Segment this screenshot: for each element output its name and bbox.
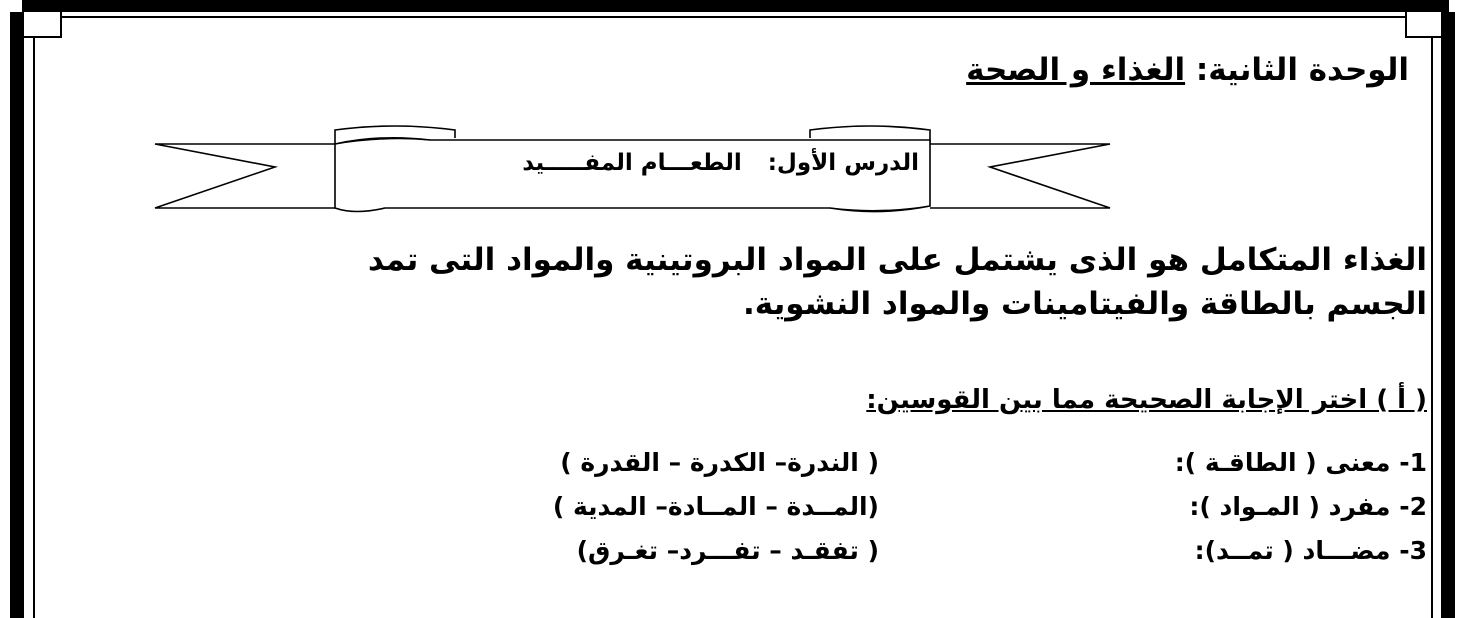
lesson-label: الدرس الأول: — [767, 150, 919, 176]
question-2-label: 2- مفرد ( المـواد ): — [1189, 492, 1427, 521]
exercise-heading: ( أ ) اختر الإجابة الصحيحة مما بين القوسين: — [866, 385, 1427, 415]
unit-title: الغذاء و الصحة — [966, 52, 1186, 88]
page-border-corner-right — [1405, 12, 1441, 38]
paragraph-line-1: الغذاء المتكامل هو الذى يشتمل على المواد البروتينية والمواد التى تمد — [367, 242, 1427, 278]
question-1-label: 1- معنى ( الطاقـة ): — [1174, 448, 1427, 477]
question-1-options: ( الندرة– الكدرة – القدرة ) — [560, 448, 879, 477]
paragraph-line-2: الجسم بالطاقة والفيتامينات والمواد النشوية. — [743, 286, 1427, 322]
page-border-left — [10, 12, 24, 618]
page-border-corner-left — [24, 12, 62, 38]
page-border-right — [1441, 12, 1455, 618]
page-border-top — [22, 0, 1449, 12]
unit-heading — [966, 52, 1409, 88]
page-border-inner-top — [62, 16, 1405, 18]
page-border-inner-right — [1431, 38, 1433, 618]
lesson-title: الطعـــام المفـــــيد — [522, 150, 742, 176]
unit-prefix: الوحدة الثانية: — [1195, 52, 1409, 88]
definition-paragraph — [368, 238, 1427, 326]
page-border-inner-left — [33, 38, 35, 618]
question-3-label: 3- مضـــاد ( تمــد): — [1194, 536, 1427, 565]
lesson-title-line — [522, 150, 919, 176]
question-2-options: (المــدة – المــادة– المدية ) — [552, 492, 879, 521]
question-3-options: ( تفقـد – تفـــرد– تغـرق) — [576, 536, 879, 565]
